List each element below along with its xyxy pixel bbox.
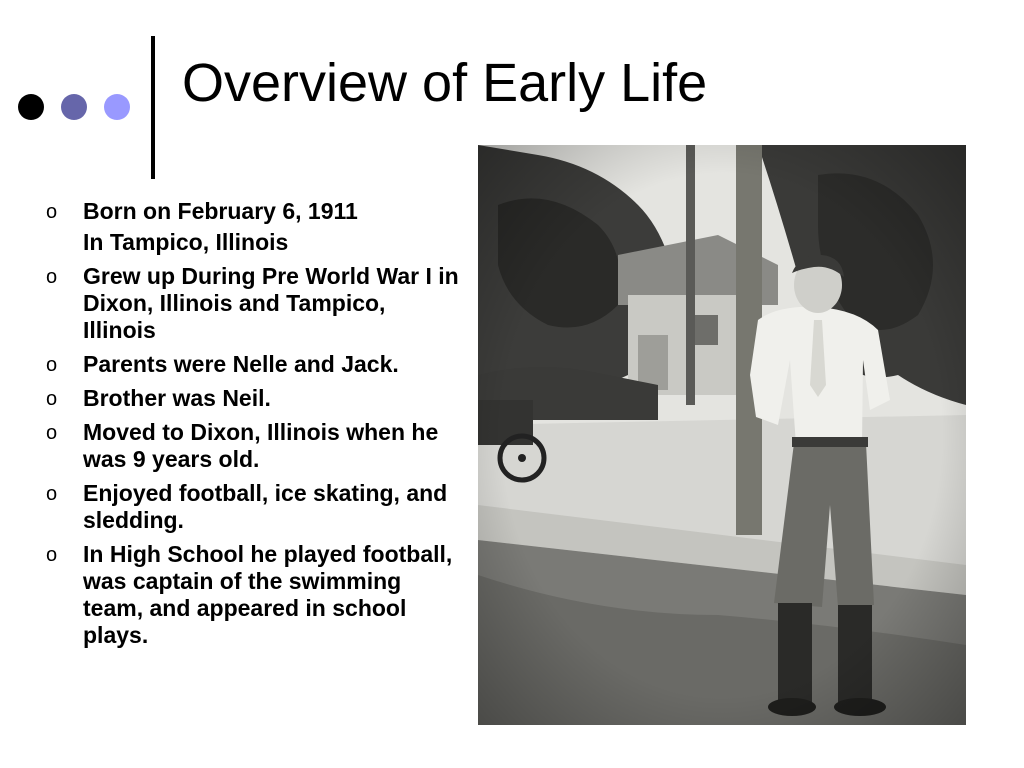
- lavender-dot-icon: [104, 94, 130, 120]
- bullet-text: Moved to Dixon, Illinois when he was 9 years old.: [83, 419, 439, 472]
- list-item: [44, 419, 464, 473]
- bullet-text: Brother was Neil.: [83, 385, 271, 411]
- bullet-text: In Tampico, Illinois: [83, 229, 289, 255]
- bullet-list: [44, 198, 464, 656]
- bullet-marker: o: [46, 388, 58, 410]
- bullet-marker: o: [46, 266, 58, 288]
- decorative-dots: [0, 0, 150, 150]
- list-item: [44, 351, 464, 378]
- bullet-text: In High School he played football, was captain of the swimming team, and appeared in school plays.: [83, 541, 453, 648]
- boy-photograph: [478, 145, 966, 725]
- list-item: [44, 385, 464, 412]
- title-divider: [151, 36, 155, 179]
- black-dot-icon: [18, 94, 44, 120]
- bullet-marker: o: [46, 354, 58, 376]
- list-item: [44, 263, 464, 344]
- bullet-text: Enjoyed football, ice skating, and sledding.: [83, 480, 448, 533]
- bullet-text: Parents were Nelle and Jack.: [83, 351, 399, 377]
- bullet-text: Born on February 6, 1911: [83, 198, 358, 224]
- list-item: [44, 229, 464, 256]
- bullet-marker: o: [46, 422, 58, 444]
- list-item: [44, 541, 464, 649]
- purple-dot-icon: [61, 94, 87, 120]
- list-item: [44, 480, 464, 534]
- list-item: [44, 198, 464, 225]
- bullet-marker: o: [46, 483, 58, 505]
- bullet-text: Grew up During Pre World War I in Dixon, Illinois and Tampico, Illinois: [83, 263, 459, 343]
- bullet-marker: o: [46, 544, 58, 566]
- bullet-marker: o: [46, 201, 58, 223]
- slide-title: Overview of Early Life: [182, 53, 708, 113]
